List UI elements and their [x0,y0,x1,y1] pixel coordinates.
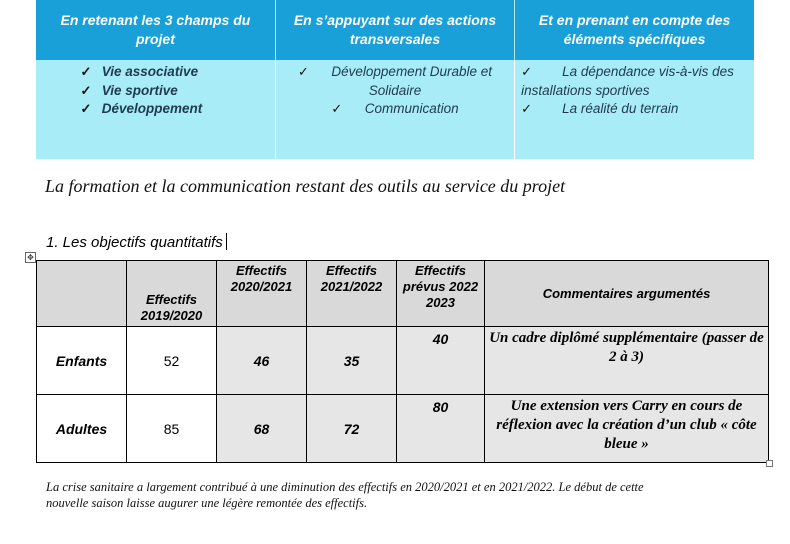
checkmark-icon: ✓ [521,101,533,116]
table-header-2020: Effectifs 2020/2021 [217,261,307,327]
list-item [74,100,269,119]
cell-2019: 52 [127,327,217,395]
list-item-label: Développement Durable et Solidaire [331,64,492,98]
header-specific-elements: Et en prenant en compte des éléments spécifiques [515,0,754,60]
cell-2020: 68 [217,395,307,463]
list-item [282,63,508,100]
section-title-text: 1. Les objectifs quantitatifs [46,234,223,251]
list-item-label: Développement [101,101,203,116]
project-fields-table [36,0,754,159]
section-title[interactable] [46,233,227,251]
checkmark-icon: ✓ [297,64,309,79]
cell-2021: 72 [307,395,397,463]
table-header-2021: Effectifs 2021/2022 [307,261,397,327]
cell-2022-planned: 80 [397,395,485,463]
row-label: Enfants [37,327,127,395]
list-item [74,63,269,82]
list-item [521,63,748,100]
cell-comment: Un cadre diplômé supplémentaire (passer de 2 à 3) [485,327,769,395]
transversal-actions-list [282,63,508,119]
header-transversal-actions: En s’appuyant sur des actions transversales [275,0,514,60]
text-cursor [226,233,227,250]
table-resize-handle[interactable] [766,460,773,467]
checkmark-icon: ✓ [331,101,343,116]
table-row [37,327,769,395]
list-item-label: Communication [364,101,459,116]
project-fields-cell [36,60,275,159]
cell-2020: 46 [217,327,307,395]
list-item-label: La dépendance vis-à-vis des installations sportives [521,64,734,98]
strapline: La formation et la communication restant des outils au service du projet [45,176,566,196]
quantitative-objectives-table [36,260,769,463]
header-project-fields: En retenant les 3 champs du projet [36,0,275,60]
transversal-actions-cell [275,60,514,159]
cell-2022-planned: 40 [397,327,485,395]
cell-comment: Une extension vers Carry en cours de réflexion avec la création d’un club « côte bleue » [485,395,769,463]
table-move-handle-icon[interactable]: ✥ [25,252,36,263]
list-item-label: Vie associative [101,64,199,79]
table-header-comments: Commentaires argumentés [485,261,769,327]
table-header-2022-planned: Effectifs prévus 2022 2023 [397,261,485,327]
table-header-2019: Effectifs 2019/2020 [127,261,217,327]
list-item-label: Vie sportive [101,82,178,98]
checkmark-icon: ✓ [80,82,92,98]
list-item [521,100,748,119]
checkmark-icon: ✓ [80,64,92,79]
checkmark-icon: ✓ [80,101,92,116]
checkmark-icon: ✓ [521,64,533,79]
table-header-empty [37,261,127,327]
row-label: Adultes [37,395,127,463]
footnote: La crise sanitaire a largement contribué à une diminution des effectifs en 2020/2021 et en 2021/2022. Le début de cette nouvelle saison laisse augurer une légère remontée des effectifs. [46,480,644,510]
cell-2021: 35 [307,327,397,395]
specific-elements-list [521,63,748,119]
table-row [37,395,769,463]
list-item-label: La réalité du terrain [562,101,679,116]
cell-2019: 85 [127,395,217,463]
project-fields-list [42,63,269,119]
list-item [74,82,269,101]
specific-elements-cell [515,60,754,159]
list-item [282,100,508,119]
